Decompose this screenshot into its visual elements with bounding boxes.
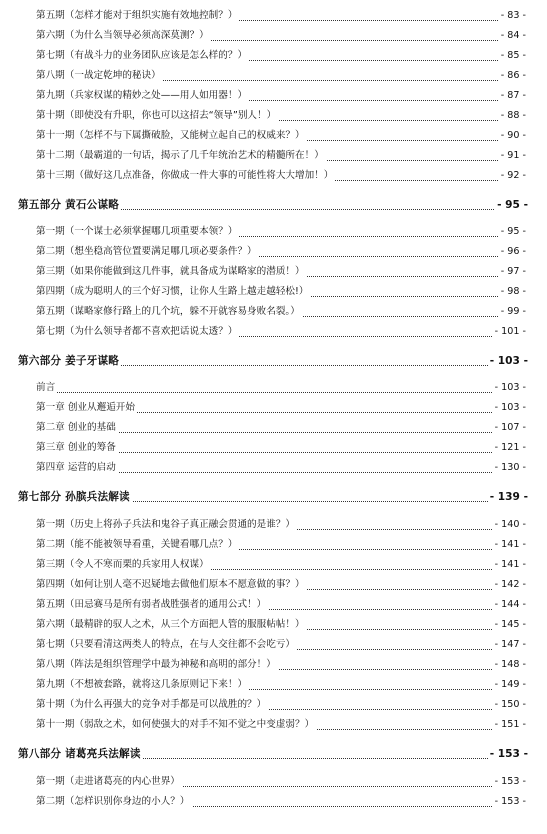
toc-entry-title: 第五期（田忌赛马是所有弱者战胜强者的通用公式！） — [36, 597, 268, 613]
toc-page-number: - 103 - — [493, 380, 526, 396]
toc-entry[interactable] — [36, 284, 526, 300]
toc-page-number: - 144 - — [493, 597, 526, 613]
toc-page-number: - 103 - — [493, 400, 526, 416]
toc-entry[interactable] — [36, 108, 526, 124]
toc-page-number: - 145 - — [493, 617, 526, 633]
toc-page-number: - 140 - — [493, 517, 526, 533]
toc-entry-title: 第八期（阵法是组织管理学中最为神秘和高明的部分！） — [36, 657, 278, 673]
toc-entry-title: 第七期（只要看清这两类人的特点，在与人交往都不会吃亏） — [36, 637, 297, 653]
toc-page-number: - 147 - — [493, 637, 526, 653]
toc-entry-title: 第五部分 黄石公谋略 — [18, 199, 120, 211]
toc-entry[interactable] — [36, 264, 526, 280]
toc-page-number: - 130 - — [493, 460, 526, 476]
toc-entry-title: 第九期（兵家权谋的精妙之处——用人如用器！） — [36, 88, 249, 104]
toc-entry[interactable] — [36, 794, 526, 810]
toc-page-number: - 151 - — [493, 717, 526, 733]
toc-entry-title: 第十一期（怎样不与下属撕破脸，又能树立起自己的权威来？） — [36, 128, 307, 144]
toc-page-number: - 107 - — [493, 420, 526, 436]
toc-entry[interactable] — [36, 557, 526, 573]
toc-entry-title: 第二期（怎样识别你身边的小人？） — [36, 794, 192, 810]
toc-entry-title: 第一章 创业从邂逅开始 — [36, 400, 137, 416]
toc-entry[interactable] — [36, 128, 526, 144]
toc-entry[interactable] — [36, 88, 526, 104]
toc-entry-title: 前言 — [36, 380, 57, 396]
toc-entry-title: 第一期（历史上将孙子兵法和鬼谷子真正融会贯通的是谁？） — [36, 517, 297, 533]
toc-page-number: - 95 - — [499, 224, 526, 240]
toc-entry[interactable] — [36, 677, 526, 693]
toc-page-number: - 149 - — [493, 677, 526, 693]
toc-entry-title: 第八部分 诸葛亮兵法解读 — [18, 748, 141, 760]
toc-page-number: - 153 - — [493, 794, 526, 810]
toc-entry[interactable] — [36, 697, 526, 713]
toc-entry[interactable] — [36, 380, 526, 396]
toc-page-number: - 141 - — [493, 537, 526, 553]
toc-page-number: - 92 - — [499, 168, 526, 184]
toc-entry-title: 第十期（为什么再强大的竞争对手都是可以战胜的？） — [36, 697, 268, 713]
toc-entry-title: 第六部分 姜子牙谋略 — [18, 355, 120, 367]
toc-entry[interactable] — [36, 637, 526, 653]
toc-page-number: - 150 - — [493, 697, 526, 713]
toc-entry-title: 第一期（走进诸葛亮的内心世界） — [36, 774, 182, 790]
toc-page-number: - 103 - — [489, 355, 528, 367]
toc-page-number: - 96 - — [499, 244, 526, 260]
toc-entry[interactable] — [36, 244, 526, 260]
toc-entry[interactable] — [36, 68, 526, 84]
toc-entry[interactable] — [36, 420, 526, 436]
toc-entry-title: 第六期（最精辟的驭人之术，从三个方面把人管的服服帖帖！） — [36, 617, 307, 633]
toc-entry[interactable] — [36, 400, 526, 416]
toc-entry-title: 第三章 创业的筹备 — [36, 440, 118, 456]
toc-page-number: - 148 - — [493, 657, 526, 673]
toc-entry-title: 第二期（能不能被领导看重，关键看哪几点？） — [36, 537, 239, 553]
toc-page-number: - 83 - — [499, 8, 526, 24]
toc-entry-title: 第八期（一战定乾坤的秘诀） — [36, 68, 163, 84]
toc-entry-title: 第二期（想坐稳高管位置要满足哪几项必要条件？） — [36, 244, 259, 260]
toc-entry[interactable] — [36, 617, 526, 633]
toc-entry-title: 第十一期（弱敌之术，如何使强大的对手不知不觉之中变虚弱？） — [36, 717, 316, 733]
toc-page-number: - 97 - — [499, 264, 526, 280]
toc-part-heading[interactable] — [18, 489, 528, 505]
toc-page-number: - 91 - — [499, 148, 526, 164]
toc-entry-title: 第二章 创业的基础 — [36, 420, 118, 436]
toc-entry-title: 第七期（有战斗力的业务团队应该是怎么样的？） — [36, 48, 249, 64]
toc-page-number: - 101 - — [493, 324, 526, 340]
toc-page-number: - 153 - — [489, 748, 528, 760]
toc-entry[interactable] — [36, 717, 526, 733]
toc-part-heading[interactable] — [18, 197, 528, 213]
toc-entry[interactable] — [36, 597, 526, 613]
toc-entry-title: 第四期（如何让别人毫不迟疑地去做他们原本不愿意做的事？） — [36, 577, 307, 593]
toc-entry[interactable] — [36, 28, 526, 44]
toc-entry-title: 第五期（怎样才能对于组织实施有效地控制？） — [36, 8, 239, 24]
toc-entry-title: 第七部分 孙膑兵法解读 — [18, 491, 130, 503]
toc-page-number: - 153 - — [493, 774, 526, 790]
toc-entry-title: 第五期（谋略家修行路上的几个坑，躲不开就容易身败名裂。） — [36, 304, 302, 320]
toc-page-number: - 142 - — [493, 577, 526, 593]
toc-entry-title: 第三期（如果你能做到这几件事，就具备成为谋略家的潜质！） — [36, 264, 307, 280]
toc-entry[interactable] — [36, 224, 526, 240]
toc-entry-title: 第十期（即使没有升职，你也可以这招去“领导”别人！） — [36, 108, 278, 124]
toc-entry-title: 第九期（不想被套路，就将这几条原则记下来！） — [36, 677, 249, 693]
toc-page-number: - 90 - — [499, 128, 526, 144]
toc-entry-title: 第七期（为什么领导者都不喜欢把话说太透？） — [36, 324, 239, 340]
toc-entry[interactable] — [36, 168, 526, 184]
toc-entry-title: 第一期（一个谋士必须掌握哪几项重要本领？） — [36, 224, 239, 240]
toc-page-number: - 98 - — [499, 284, 526, 300]
toc-part-heading[interactable] — [18, 746, 528, 762]
toc-leader-dots — [36, 392, 526, 393]
toc-entry-title: 第十三期（做好这几点准备，你做成一件大事的可能性将大大增加！） — [36, 168, 335, 184]
toc-entry-title: 第四章 运营的启动 — [36, 460, 118, 476]
toc-entry[interactable] — [36, 774, 526, 790]
toc-entry[interactable] — [36, 304, 526, 320]
toc-entry[interactable] — [36, 577, 526, 593]
toc-part-heading[interactable] — [18, 353, 528, 369]
toc-page-number: - 141 - — [493, 557, 526, 573]
toc-entry[interactable] — [36, 460, 526, 476]
toc-entry[interactable] — [36, 517, 526, 533]
toc-page-number: - 86 - — [499, 68, 526, 84]
toc-entry[interactable] — [36, 537, 526, 553]
toc-entry[interactable] — [36, 8, 526, 24]
toc-page-number: - 95 - — [497, 199, 528, 211]
toc-page-number: - 87 - — [499, 88, 526, 104]
toc-page-number: - 99 - — [499, 304, 526, 320]
toc-page-number: - 121 - — [493, 440, 526, 456]
toc-entry-title: 第六期（为什么当领导必须高深莫测？） — [36, 28, 211, 44]
toc-page-number: - 85 - — [499, 48, 526, 64]
toc-entry-title: 第四期（成为聪明人的三个好习惯，让你人生路上越走越轻松!） — [36, 284, 310, 300]
toc-page-number: - 139 - — [489, 491, 528, 503]
toc-entry-title: 第十二期（最霸道的一句话，揭示了几千年统治艺术的精髓所在！） — [36, 148, 326, 164]
toc-entry[interactable] — [36, 148, 526, 164]
toc-entry[interactable] — [36, 48, 526, 64]
toc-entry-title: 第三期（令人不寒而栗的兵家用人权谋） — [36, 557, 211, 573]
toc-page-number: - 88 - — [499, 108, 526, 124]
toc-entry[interactable] — [36, 324, 526, 340]
toc-entry[interactable] — [36, 657, 526, 673]
toc-page-number: - 84 - — [499, 28, 526, 44]
toc-entry[interactable] — [36, 440, 526, 456]
